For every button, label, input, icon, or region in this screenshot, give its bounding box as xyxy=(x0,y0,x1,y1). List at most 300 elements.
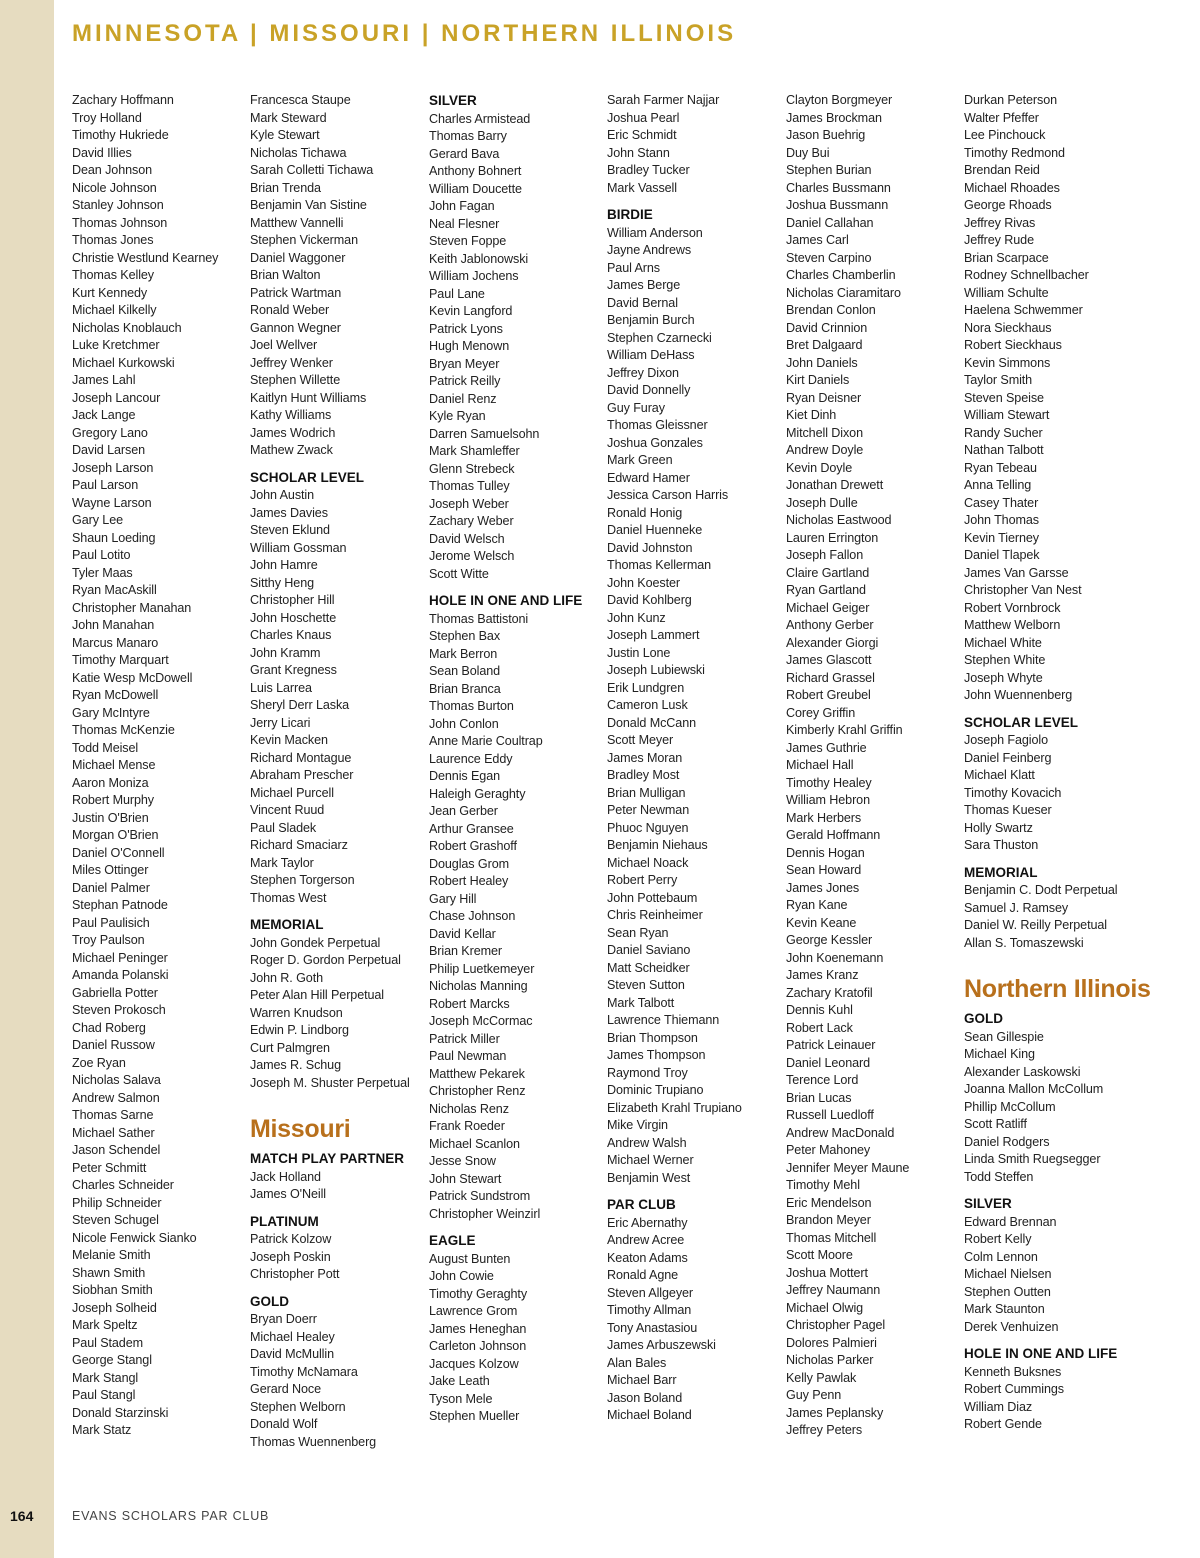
list-item: Edward Brennan xyxy=(964,1214,1057,1229)
list-item: Bryan Meyer xyxy=(429,356,500,371)
list-item: John R. Goth xyxy=(250,970,324,985)
list-item: Richard Montague xyxy=(250,750,352,765)
list-item: Charles Chamberlin xyxy=(786,268,896,282)
list-item: Thomas Mitchell xyxy=(786,1230,877,1245)
list-item: Cameron Lusk xyxy=(607,698,688,712)
list-item: Timothy Allman xyxy=(607,1303,692,1317)
list-item: Jason Schendel xyxy=(72,1143,161,1157)
list-item: Michael King xyxy=(964,1047,1035,1061)
list-item: Robert Marcks xyxy=(429,996,510,1011)
list-item: Brandon Meyer xyxy=(786,1213,871,1227)
list-item: Justin Lone xyxy=(607,645,671,660)
list-item: Kyle Stewart xyxy=(250,128,320,142)
section-heading: SCHOLAR LEVEL xyxy=(964,714,1079,730)
list-item: Michael Barr xyxy=(607,1373,677,1387)
list-item: David Kohlberg xyxy=(607,593,692,607)
list-item: Stephan Patnode xyxy=(72,898,168,912)
list-item: Paul Lane xyxy=(429,286,485,301)
list-item: Gary Lee xyxy=(72,513,124,527)
list-item: Curt Palmgren xyxy=(250,1040,330,1055)
list-item: Benjamin Niehaus xyxy=(607,838,708,852)
list-item: Michael Peninger xyxy=(72,950,168,965)
page-number: 164 xyxy=(10,1508,34,1524)
list-item: Michael Sather xyxy=(72,1125,155,1140)
list-item: Christopher Pagel xyxy=(786,1318,886,1332)
list-item: Mark Stangl xyxy=(72,1370,139,1385)
list-item: James Berge xyxy=(607,278,681,292)
list-item: Elizabeth Krahl Trupiano xyxy=(607,1100,742,1115)
list-item: David Illies xyxy=(72,145,132,160)
list-item: Stephen Bax xyxy=(429,629,501,643)
list-item: Brian Scarpace xyxy=(964,250,1049,265)
list-item: Andrew Walsh xyxy=(607,1135,687,1150)
list-item: Peter Newman xyxy=(607,803,690,817)
list-item: Michael Geiger xyxy=(786,600,870,615)
list-item: Joseph Dulle xyxy=(786,495,858,510)
side-strip xyxy=(0,0,54,1558)
list-item: Nicole Johnson xyxy=(72,180,157,195)
section-heading: PAR CLUB xyxy=(607,1197,676,1212)
list-item: Sarah Colletti Tichawa xyxy=(250,163,374,177)
list-item: Joanna Mallon McCollum xyxy=(964,1082,1104,1096)
column-3 xyxy=(429,92,605,1426)
list-item: Robert Sieckhaus xyxy=(964,338,1062,352)
list-item: Nicholas Knoblauch xyxy=(72,320,182,335)
list-item: Guy Furay xyxy=(607,400,665,415)
list-item: Joseph McCormac xyxy=(429,1014,533,1028)
list-item: Phillip McCollum xyxy=(964,1099,1056,1114)
list-item: James Wodrich xyxy=(250,425,336,440)
list-item: Stephen Outten xyxy=(964,1284,1051,1299)
list-item: Mark Steward xyxy=(250,110,327,125)
list-item: Kaitlyn Hunt Williams xyxy=(250,390,367,405)
list-item: Scott Meyer xyxy=(607,733,674,747)
list-item: Matthew Vannelli xyxy=(250,215,344,230)
list-item: Michael Klatt xyxy=(964,768,1035,782)
list-item: Guy Penn xyxy=(786,1388,842,1402)
list-item: John Fagan xyxy=(429,199,495,213)
column-2 xyxy=(250,92,426,1451)
list-item: Robert Vornbrock xyxy=(964,600,1061,615)
list-item: Joseph Solheid xyxy=(72,1300,157,1315)
list-item: Robert Murphy xyxy=(72,793,154,807)
list-item: John Pottebaum xyxy=(607,890,698,905)
list-item: Carleton Johnson xyxy=(429,1339,527,1353)
list-item: Joseph Weber xyxy=(429,496,509,511)
list-item: Francesca Staupe xyxy=(250,93,351,107)
list-item: Steven Eklund xyxy=(250,523,330,537)
list-item: John Stewart xyxy=(429,1171,502,1186)
list-item: George Rhoads xyxy=(964,198,1052,212)
list-item: David Larsen xyxy=(72,443,146,457)
list-item: Stephen Vickerman xyxy=(250,233,358,247)
list-item: Jacques Kolzow xyxy=(429,1356,519,1371)
region-title: Northern Illinois xyxy=(964,975,1151,1003)
list-item: Thomas Gleissner xyxy=(607,418,708,432)
list-item: William Jochens xyxy=(429,269,519,283)
list-item: Michael Boland xyxy=(607,1408,692,1422)
list-item: Paul Newman xyxy=(429,1049,507,1063)
list-item: James Carl xyxy=(786,233,849,247)
column-4 xyxy=(607,92,783,1425)
list-item: Sean Boland xyxy=(429,664,501,678)
list-item: Robert Kelly xyxy=(964,1232,1032,1246)
list-item: Joshua Pearl xyxy=(607,110,680,125)
list-item: Eric Schmidt xyxy=(607,128,677,142)
list-item: William Anderson xyxy=(607,225,703,240)
list-item: Abraham Prescher xyxy=(250,768,354,782)
list-item: Anna Telling xyxy=(964,478,1032,492)
list-item: Mark Taylor xyxy=(250,855,314,870)
list-item: Benjamin C. Dodt Perpetual xyxy=(964,883,1118,897)
list-item: Thomas Burton xyxy=(429,699,514,713)
list-item: Duy Bui xyxy=(786,145,830,160)
list-item: Alexander Giorgi xyxy=(786,635,879,650)
list-item: Jeffrey Rude xyxy=(964,233,1034,247)
list-item: Thomas Kellerman xyxy=(607,558,712,572)
list-item: Bryan Doerr xyxy=(250,1312,317,1326)
list-item: Gannon Wegner xyxy=(250,320,341,335)
list-item: Siobhan Smith xyxy=(72,1283,153,1297)
list-item: Mark Speltz xyxy=(72,1318,138,1332)
list-item: Christopher Manahan xyxy=(72,600,192,615)
section-heading: HOLE IN ONE AND LIFE xyxy=(429,593,583,608)
section-heading: SILVER xyxy=(429,93,477,108)
list-item: Colm Lennon xyxy=(964,1249,1038,1264)
list-item: Ronald Agne xyxy=(607,1268,679,1282)
list-item: Dennis Hogan xyxy=(786,845,865,860)
list-item: Brian Branca xyxy=(429,681,501,696)
section-heading: MEMORIAL xyxy=(250,917,324,932)
list-item: Michael Hall xyxy=(786,758,854,772)
list-item: Ryan Kane xyxy=(786,898,848,912)
list-item: Keith Jablonowski xyxy=(429,251,529,266)
list-item: Justin O'Brien xyxy=(72,810,149,825)
list-item: Brendan Reid xyxy=(964,163,1040,177)
list-item: David Kellar xyxy=(429,926,496,941)
list-item: Douglas Grom xyxy=(429,856,509,871)
list-item: Nicholas Salava xyxy=(72,1073,161,1087)
list-item: Rodney Schnellbacher xyxy=(964,268,1089,282)
list-item: Jerry Licari xyxy=(250,715,311,730)
list-item: Russell Luedloff xyxy=(786,1108,874,1122)
list-item: Holly Swartz xyxy=(964,820,1033,835)
list-item: Bret Dalgaard xyxy=(786,338,863,352)
list-item: Melanie Smith xyxy=(72,1248,151,1262)
list-item: Joseph Poskin xyxy=(250,1249,331,1264)
list-item: George Kessler xyxy=(786,933,873,947)
list-item: Alexander Laskowski xyxy=(964,1064,1081,1079)
list-item: Chad Roberg xyxy=(72,1020,146,1035)
list-item: Thomas Wuennenberg xyxy=(250,1434,377,1449)
list-item: Ryan Tebeau xyxy=(964,460,1037,475)
list-item: Peter Mahoney xyxy=(786,1143,871,1157)
list-item: Andrew Salmon xyxy=(72,1090,160,1105)
list-item: Dennis Kuhl xyxy=(786,1003,853,1017)
list-item: Phuoc Nguyen xyxy=(607,820,689,835)
list-item: Steven Prokosch xyxy=(72,1003,166,1017)
list-item: William Gossman xyxy=(250,540,347,555)
list-item: James R. Schug xyxy=(250,1058,341,1072)
list-item: John Daniels xyxy=(786,355,858,370)
section-heading: MATCH PLAY PARTNER xyxy=(250,1151,405,1166)
list-item: Timothy McNamara xyxy=(250,1364,358,1379)
list-item: Timothy Healey xyxy=(786,775,872,790)
list-item: Haelena Schwemmer xyxy=(964,303,1083,317)
list-item: Michael Rhoades xyxy=(964,180,1060,195)
list-item: Patrick Lyons xyxy=(429,321,503,336)
list-item: Joshua Mottert xyxy=(786,1265,868,1280)
list-item: Kevin Tierney xyxy=(964,530,1040,545)
list-item: Daniel Leonard xyxy=(786,1055,871,1070)
list-item: Timothy Redmond xyxy=(964,145,1065,160)
list-item: James Guthrie xyxy=(786,740,867,755)
list-item: Sean Ryan xyxy=(607,925,669,940)
region-title: Missouri xyxy=(250,1115,351,1143)
list-item: Paul Larson xyxy=(72,478,139,492)
list-item: Kyle Ryan xyxy=(429,409,486,423)
section-heading: SCHOLAR LEVEL xyxy=(250,469,365,485)
list-item: Lawrence Thiemann xyxy=(607,1013,720,1027)
list-item: Zachary Hoffmann xyxy=(72,93,174,107)
list-item: Erik Lundgren xyxy=(607,680,685,695)
column-5 xyxy=(786,92,962,1440)
list-item: Thomas Johnson xyxy=(72,215,168,230)
list-item: Brendan Conlon xyxy=(786,303,876,317)
list-item: Daniel Waggoner xyxy=(250,250,346,265)
list-item: Timothy Marquart xyxy=(72,653,169,667)
list-item: John Austin xyxy=(250,488,315,502)
list-item: John Gondek Perpetual xyxy=(250,935,381,950)
list-item: Mark Staunton xyxy=(964,1302,1045,1316)
list-item: Dolores Palmieri xyxy=(786,1335,877,1350)
list-item: Timothy Mehl xyxy=(786,1178,860,1192)
list-item: Steven Carpino xyxy=(786,250,872,265)
list-item: Eric Abernathy xyxy=(607,1215,688,1230)
list-item: Gary Hill xyxy=(429,891,477,906)
list-item: Lee Pinchouck xyxy=(964,128,1046,142)
list-item: Edward Hamer xyxy=(607,470,690,485)
list-item: Zachary Weber xyxy=(429,514,514,528)
list-item: Thomas Tulley xyxy=(429,479,510,493)
list-item: John Kunz xyxy=(607,610,666,625)
list-item: Timothy Geraghty xyxy=(429,1286,528,1301)
list-item: Sitthy Heng xyxy=(250,575,315,590)
list-item: John Thomas xyxy=(964,513,1039,527)
list-item: Christopher Van Nest xyxy=(964,583,1082,597)
list-item: Joseph Fallon xyxy=(786,548,864,562)
list-item: James Moran xyxy=(607,750,683,765)
list-item: Lauren Errington xyxy=(786,530,879,545)
list-item: Kenneth Buksnes xyxy=(964,1364,1062,1379)
list-item: Stephen Burian xyxy=(786,163,872,177)
list-item: Shaun Loeding xyxy=(72,530,156,545)
list-item: Daniel Palmer xyxy=(72,880,150,895)
list-item: Jason Boland xyxy=(607,1390,683,1405)
section-heading: GOLD xyxy=(964,1011,1003,1026)
list-item: Mike Virgin xyxy=(607,1118,668,1132)
list-item: Steven Allgeyer xyxy=(607,1285,694,1300)
list-item: Thomas Barry xyxy=(429,129,507,143)
list-item: Stephen Willette xyxy=(250,373,341,387)
list-item: Michael Mense xyxy=(72,758,156,772)
list-item: Roger D. Gordon Perpetual xyxy=(250,953,401,967)
list-item: Jeffrey Wenker xyxy=(250,355,333,370)
list-item: Tyler Maas xyxy=(72,565,133,580)
list-item: Donald McCann xyxy=(607,715,697,730)
list-item: Michael Werner xyxy=(607,1153,694,1167)
list-item: Ryan Gartland xyxy=(786,583,866,597)
list-item: Ryan McDowell xyxy=(72,688,159,702)
list-item: Joseph Fagiolo xyxy=(964,733,1049,747)
list-item: Paul Lotito xyxy=(72,548,131,562)
list-item: Zachary Kratofil xyxy=(786,985,873,1000)
list-item: Casey Thater xyxy=(964,495,1039,510)
list-item: Amanda Polanski xyxy=(72,968,169,982)
list-item: James Arbuszewski xyxy=(607,1338,716,1352)
list-item: Joseph Whyte xyxy=(964,670,1043,685)
list-item: Allan S. Tomaszewski xyxy=(964,935,1084,950)
list-item: Robert Cummings xyxy=(964,1382,1064,1396)
list-item: Patrick Reilly xyxy=(429,374,501,388)
list-item: Brian Kremer xyxy=(429,944,502,958)
list-item: Tyson Mele xyxy=(429,1391,493,1406)
list-item: Kirt Daniels xyxy=(786,373,850,387)
list-item: Thomas Kueser xyxy=(964,803,1052,817)
list-item: Paul Sladek xyxy=(250,820,317,835)
list-item: Robert Gende xyxy=(964,1417,1042,1431)
list-item: Mark Green xyxy=(607,453,673,467)
list-item: Anthony Gerber xyxy=(786,618,874,632)
section-heading: HOLE IN ONE AND LIFE xyxy=(964,1346,1118,1361)
section-heading: GOLD xyxy=(250,1293,289,1309)
list-item: Scott Ratliff xyxy=(964,1117,1027,1131)
section-heading: PLATINUM xyxy=(250,1213,319,1229)
list-item: Christopher Hill xyxy=(250,593,335,607)
list-item: Daniel O'Connell xyxy=(72,845,165,860)
list-item: Frank Roeder xyxy=(429,1119,505,1133)
list-item: Scott Moore xyxy=(786,1248,853,1262)
list-item: Mark Vassell xyxy=(607,180,677,195)
list-item: James O'Neill xyxy=(250,1187,326,1201)
list-item: Christopher Renz xyxy=(429,1084,526,1098)
list-item: William Stewart xyxy=(964,408,1050,422)
list-item: Stanley Johnson xyxy=(72,198,164,212)
list-item: Joshua Gonzales xyxy=(607,435,703,450)
list-item: Sheryl Derr Laska xyxy=(250,698,350,712)
list-item: Nicholas Ciaramitaro xyxy=(786,285,901,300)
list-item: William DeHass xyxy=(607,348,695,362)
list-item: Kevin Macken xyxy=(250,733,328,747)
list-item: Richard Smaciarz xyxy=(250,838,348,852)
list-item: Joshua Bussmann xyxy=(786,198,889,212)
list-item: Mathew Zwack xyxy=(250,443,333,457)
list-item: Charles Knaus xyxy=(250,628,332,642)
list-item: Michael Kurkowski xyxy=(72,355,175,370)
list-item: Michael Scanlon xyxy=(429,1136,520,1151)
list-item: Philip Schneider xyxy=(72,1195,162,1210)
list-item: John Koester xyxy=(607,575,681,590)
list-item: Kiet Dinh xyxy=(786,408,837,422)
list-item: Patrick Leinauer xyxy=(786,1038,876,1052)
list-item: Gerard Bava xyxy=(429,146,500,161)
list-item: Linda Smith Ruegsegger xyxy=(964,1152,1101,1166)
list-item: Nicholas Renz xyxy=(429,1101,509,1116)
list-item: Daniel Feinberg xyxy=(964,750,1052,765)
column-1 xyxy=(72,92,248,1440)
list-item: Jason Buehrig xyxy=(786,128,866,142)
list-item: Thomas Battistoni xyxy=(429,611,529,626)
list-item: John Manahan xyxy=(72,618,155,632)
list-item: Jake Leath xyxy=(429,1374,490,1388)
list-item: Joseph Lubiewski xyxy=(607,663,705,677)
list-item: David McMullin xyxy=(250,1347,334,1361)
list-item: Terence Lord xyxy=(786,1073,859,1087)
list-item: Troy Holland xyxy=(72,110,142,125)
list-item: Christopher Pott xyxy=(250,1267,340,1281)
list-item: Christopher Weinzirl xyxy=(429,1206,541,1221)
list-item: Arthur Gransee xyxy=(429,821,514,836)
list-item: Jeffrey Peters xyxy=(786,1423,863,1437)
list-item: John Cowie xyxy=(429,1269,494,1283)
list-item: Patrick Kolzow xyxy=(250,1232,332,1246)
list-item: Jesse Snow xyxy=(429,1154,496,1168)
list-item: James Heneghan xyxy=(429,1321,527,1336)
list-item: James Thompson xyxy=(607,1048,706,1062)
list-item: Nicholas Manning xyxy=(429,979,528,993)
list-item: Walter Pfeffer xyxy=(964,110,1039,125)
list-item: Donald Wolf xyxy=(250,1417,318,1431)
list-item: Robert Greubel xyxy=(786,688,871,702)
list-item: Vincent Ruud xyxy=(250,803,325,817)
list-item: John Hamre xyxy=(250,558,318,572)
list-item: Timothy Hukriede xyxy=(72,128,169,142)
list-item: Robert Perry xyxy=(607,873,678,887)
section-heading: SILVER xyxy=(964,1196,1012,1211)
list-item: Jonathan Drewett xyxy=(786,478,884,492)
list-item: Robert Lack xyxy=(786,1020,853,1035)
list-item: Michael Purcell xyxy=(250,785,334,800)
list-item: Robert Healey xyxy=(429,874,509,888)
list-item: Thomas Sarne xyxy=(72,1108,154,1122)
list-item: Nicholas Parker xyxy=(786,1353,874,1367)
list-item: David Donnelly xyxy=(607,383,691,397)
list-item: James Brockman xyxy=(786,110,882,125)
list-item: James Jones xyxy=(786,880,860,895)
list-item: Ronald Weber xyxy=(250,303,330,317)
list-item: Kevin Keane xyxy=(786,915,857,930)
list-item: Laurence Eddy xyxy=(429,751,513,766)
list-item: Andrew MacDonald xyxy=(786,1125,895,1140)
list-item: Bradley Tucker xyxy=(607,163,690,177)
list-item: Jessica Carson Harris xyxy=(607,488,729,502)
list-item: Daniel Huenneke xyxy=(607,523,703,537)
list-item: Paul Arns xyxy=(607,260,661,275)
list-item: Gerald Hoffmann xyxy=(786,828,881,842)
list-item: Matt Scheidker xyxy=(607,960,690,975)
list-item: Stephen Torgerson xyxy=(250,873,355,887)
list-item: Paul Stadem xyxy=(72,1335,144,1350)
list-item: Jeffrey Rivas xyxy=(964,215,1036,230)
list-item: Marcus Manaro xyxy=(72,635,159,650)
list-item: Daniel Saviano xyxy=(607,943,691,957)
list-item: Dean Johnson xyxy=(72,163,153,177)
list-item: Jack Holland xyxy=(250,1169,321,1184)
list-item: Michael Kilkelly xyxy=(72,303,157,317)
list-item: Benjamin Van Sistine xyxy=(250,198,367,212)
list-item: Jeffrey Dixon xyxy=(607,365,679,380)
list-item: David Crinnion xyxy=(786,320,868,335)
